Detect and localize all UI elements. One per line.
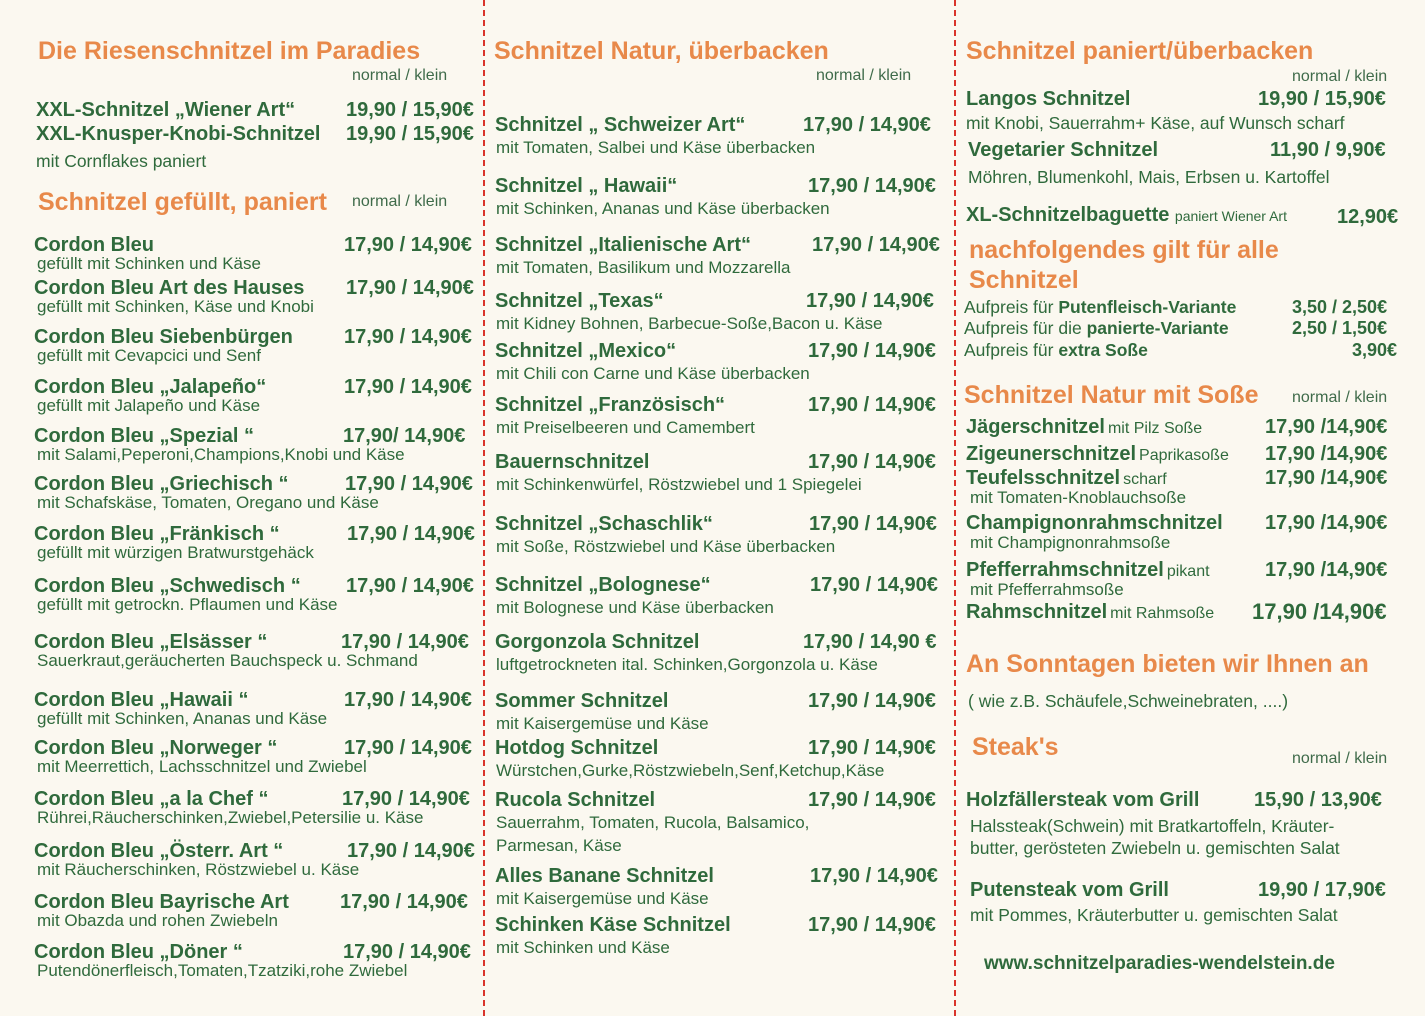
- surcharge-label: [964, 340, 1148, 361]
- size-label: normal / klein: [352, 193, 448, 210]
- menu-item-description: Rührei,Räucherschinken,Zwiebel,Petersilie u. Käse: [37, 808, 424, 827]
- surcharge-price: 3,50 / 2,50€: [1292, 297, 1388, 317]
- menu-item-description: Sauerkraut,geräucherten Bauchspeck u. Schmand: [37, 651, 418, 670]
- menu-item-price: 15,90 / 13,90€: [1254, 789, 1382, 811]
- menu-item-price: 12,90€: [1337, 206, 1399, 228]
- menu-item-price: 17,90 / 14,90€: [342, 788, 470, 810]
- menu-item-name: Langos Schnitzel: [966, 88, 1131, 110]
- menu-item-name: Holzfällersteak vom Grill: [966, 789, 1200, 811]
- menu-item-name: Cordon Bleu „Jalapeño“: [34, 376, 267, 398]
- surcharge-option: extra Soße: [1058, 340, 1148, 360]
- menu-item-price: 17,90 /14,90€: [1265, 443, 1388, 465]
- menu-item-name: Vegetarier Schnitzel: [968, 139, 1159, 161]
- menu-item-description: Putendönerfleisch,Tomaten,Tzatziki,rohe Zwiebel: [37, 961, 408, 980]
- menu-item-price: 17,90 / 14,90€: [806, 290, 934, 312]
- menu-item-price: 17,90 / 14,90€: [803, 114, 931, 136]
- menu-item-name: [966, 467, 1167, 490]
- menu-item-price: 17,90 / 14,90€: [808, 737, 936, 759]
- menu-item-price: 17,90 / 14,90€: [812, 234, 940, 256]
- section-heading: Schnitzel gefüllt, paniert: [38, 188, 327, 216]
- menu-item-price: 17,90 / 14,90€: [341, 631, 469, 653]
- menu-item-description: mit Obazda und rohen Zwiebeln: [37, 911, 278, 930]
- menu-item-description: mit Pfefferrahmsoße: [970, 580, 1124, 599]
- menu-item-name: Schnitzel „Schaschlik“: [495, 513, 713, 535]
- menu-item-description: mit Schinken, Ananas und Käse überbacken: [496, 199, 830, 218]
- menu-item-description: gefüllt mit Cevapcici und Senf: [37, 346, 261, 365]
- menu-item-description: mit Tomaten, Salbei und Käse überbacken: [496, 138, 816, 157]
- menu-item-price: 17,90 / 14,90€: [344, 689, 472, 711]
- item-note: mit Rahmsoße: [1110, 605, 1215, 622]
- menu-item-description: mit Pommes, Kräuterbutter u. gemischten Salat: [970, 905, 1338, 925]
- menu-item-price: 19,90 / 15,90€: [1258, 88, 1386, 110]
- menu-item-name: Cordon Bleu Bayrische Art: [34, 891, 289, 913]
- menu-item-name: Schnitzel „Bolognese“: [495, 574, 711, 596]
- surcharge-option: Putenfleisch-Variante: [1058, 297, 1237, 317]
- menu-item-price: 17,90/ 14,90€: [343, 425, 466, 447]
- menu-item-description: gefüllt mit Schinken, Käse und Knobi: [37, 297, 314, 316]
- menu-item-description: mit Soße, Röstzwiebel und Käse überbacken: [496, 537, 836, 556]
- menu-item-price: 19,90 / 17,90€: [1258, 879, 1386, 901]
- item-title: Jägerschnitzel: [966, 416, 1105, 438]
- column-separator: [954, 0, 956, 1016]
- size-label: normal / klein: [1292, 389, 1388, 406]
- menu-item-price: 17,90 / 14,90 €: [803, 631, 937, 653]
- menu-item-description: Sauerrahm, Tomaten, Rucola, Balsamico,: [496, 813, 810, 832]
- menu-item-name: Alles Banane Schnitzel: [495, 865, 714, 887]
- menu-item-name: Hotdog Schnitzel: [495, 737, 659, 759]
- menu-item-description: mit Schafskäse, Tomaten, Oregano und Käse: [37, 493, 379, 512]
- menu-item-description: mit Kaisergemüse und Käse: [496, 714, 709, 733]
- menu-item-description: mit Chili con Carne und Käse überbacken: [496, 364, 810, 383]
- menu-item-description: mit Knobi, Sauerrahm+ Käse, auf Wunsch scharf: [966, 113, 1345, 133]
- menu-item-description: mit Kidney Bohnen, Barbecue-Soße,Bacon u. Käse: [496, 314, 883, 333]
- website-link[interactable]: www.schnitzelparadies-wendelstein.de: [984, 953, 1335, 974]
- menu-item-description: mit Tomaten, Basilikum und Mozzarella: [496, 258, 791, 277]
- item-title: Rahmschnitzel: [966, 601, 1108, 623]
- section-heading: Schnitzel paniert/überbacken: [966, 37, 1314, 65]
- surcharge-prefix: Aufpreis für die: [964, 318, 1087, 338]
- menu-item-description: mit Räucherschinken, Röstzwiebel u. Käse: [37, 860, 360, 879]
- menu-item-name: Cordon Bleu „Spezial “: [34, 425, 255, 447]
- menu-item-description: mit Schinkenwürfel, Röstzwiebel und 1 Spiegelei: [496, 475, 862, 494]
- menu-item-name: Gorgonzola Schnitzel: [495, 631, 700, 653]
- menu-item-description: gefüllt mit Schinken, Ananas und Käse: [37, 709, 328, 728]
- menu-item-name: Cordon Bleu „a la Chef “: [34, 788, 269, 810]
- menu-item-price: 17,90 /14,90€: [1252, 599, 1387, 624]
- menu-item-name: Cordon Bleu „Döner “: [34, 941, 243, 963]
- size-label: normal / klein: [1292, 68, 1388, 85]
- menu-item-description: mit Cornflakes paniert: [36, 151, 207, 171]
- surcharge-label: [964, 318, 1229, 339]
- menu-item-description: Möhren, Blumenkohl, Mais, Erbsen u. Kartoffel: [968, 167, 1330, 187]
- menu-item-price: 17,90 / 14,90€: [810, 865, 938, 887]
- menu-item-price: 17,90 / 14,90€: [344, 234, 472, 256]
- menu-item-name: XXL-Knusper-Knobi-Schnitzel: [36, 123, 321, 145]
- item-title: Pfefferrahmschnitzel: [966, 559, 1164, 581]
- menu-item-price: 17,90 / 14,90€: [808, 690, 936, 712]
- menu-item-price: 17,90 / 14,90€: [808, 175, 936, 197]
- item-note: mit Pilz Soße: [1107, 420, 1203, 437]
- menu-item-description: mit Tomaten-Knoblauchsoße: [970, 488, 1187, 507]
- menu-item-name: Schinken Käse Schnitzel: [495, 914, 731, 936]
- menu-item-price: 17,90 / 14,90€: [347, 523, 475, 545]
- menu-item-name: [966, 512, 1223, 535]
- section-heading: Schnitzel Natur, überbacken: [494, 37, 829, 65]
- menu-item-name: Schnitzel „Mexico“: [495, 340, 677, 362]
- menu-item-name: Schnitzel „Französisch“: [495, 394, 726, 416]
- surcharge-price: 2,50 / 1,50€: [1292, 318, 1388, 338]
- menu-item-price: 17,90 / 14,90€: [809, 513, 937, 535]
- menu-item-name: XXL-Schnitzel „Wiener Art“: [36, 99, 296, 121]
- menu-item-price: 19,90 / 15,90€: [346, 123, 474, 145]
- menu-item-name: [966, 601, 1214, 624]
- menu-item-description: butter, gerösteten Zwiebeln u. gemischten Salat: [970, 838, 1340, 858]
- menu-item-price: 17,90 / 14,90€: [808, 394, 936, 416]
- menu-item-name: Bauernschnitzel: [495, 451, 650, 473]
- menu-item-description: mit Schinken und Käse: [496, 938, 670, 957]
- menu-item-description: mit Salami,Peperoni,Champions,Knobi und Käse: [37, 445, 405, 464]
- menu-item-name: Cordon Bleu „Griechisch “: [34, 473, 289, 495]
- section-heading: Schnitzel: [969, 266, 1079, 294]
- size-label: normal / klein: [816, 67, 912, 84]
- menu-item-name: Cordon Bleu „Norweger “: [34, 737, 278, 759]
- menu-item-name: Rucola Schnitzel: [495, 789, 656, 811]
- menu-item-name: Cordon Bleu „Österr. Art “: [34, 840, 284, 862]
- menu-item-description: gefüllt mit Jalapeño und Käse: [37, 396, 261, 415]
- menu-item-description: mit Meerrettich, Lachsschnitzel und Zwiebel: [37, 757, 367, 776]
- menu-item-price: 17,90 / 14,90€: [346, 277, 474, 299]
- menu-item-price: 17,90 / 14,90€: [810, 574, 938, 596]
- menu-item-name: Cordon Bleu „Schwedisch “: [34, 575, 301, 597]
- menu-item-price: 17,90 / 14,90€: [346, 575, 474, 597]
- menu-item-description: Parmesan, Käse: [496, 836, 622, 855]
- surcharge-label: [964, 297, 1236, 318]
- item-note: scharf: [1123, 471, 1167, 488]
- menu-item-price: 17,90 / 14,90€: [343, 941, 471, 963]
- surcharge-price: 3,90€: [1352, 340, 1398, 360]
- section-heading: Steak's: [972, 733, 1059, 761]
- menu-item-price: 17,90 /14,90€: [1265, 512, 1388, 534]
- menu-item-description: mit Kaisergemüse und Käse: [496, 889, 709, 908]
- item-title: Zigeunerschnitzel: [966, 443, 1137, 465]
- menu-item-description: luftgetrockneten ital. Schinken,Gorgonzola u. Käse: [496, 655, 878, 674]
- menu-item-price: 17,90 / 14,90€: [808, 340, 936, 362]
- menu-item-price: 17,90 / 14,90€: [808, 914, 936, 936]
- menu-item-price: 17,90 / 14,90€: [345, 473, 473, 495]
- menu-item-name: Sommer Schnitzel: [495, 690, 669, 712]
- menu-item-price: 17,90 / 14,90€: [344, 737, 472, 759]
- section-heading: An Sonntagen bieten wir Ihnen an: [966, 650, 1369, 678]
- section-heading: Schnitzel Natur mit Soße: [964, 381, 1259, 409]
- menu-item-name: Schnitzel „ Hawaii“: [495, 175, 678, 197]
- menu-item-name: Putensteak vom Grill: [970, 879, 1169, 901]
- menu-item-price: 19,90 / 15,90€: [346, 99, 474, 121]
- menu-item-price: 17,90 / 14,90€: [344, 326, 472, 348]
- menu-item-description: Würstchen,Gurke,Röstzwiebeln,Senf,Ketchup,Käse: [496, 761, 885, 780]
- menu-item-price: 17,90 / 14,90€: [344, 376, 472, 398]
- surcharge-prefix: Aufpreis für: [964, 297, 1059, 317]
- menu-item-name: Schnitzel „Italienische Art“: [495, 234, 751, 256]
- item-note: Paprikasoße: [1139, 447, 1229, 464]
- menu-item-name: Cordon Bleu Siebenbürgen: [34, 326, 293, 348]
- menu-item-name: [966, 416, 1202, 439]
- menu-item-description: gefüllt mit würzigen Bratwurstgehäck: [37, 543, 314, 562]
- menu-note: ( wie z.B. Schäufele,Schweinebraten, ....): [968, 691, 1289, 711]
- menu-item-price: 17,90 / 14,90€: [340, 891, 468, 913]
- item-note: pikant: [1166, 563, 1210, 580]
- menu-item-description: gefüllt mit getrockn. Pflaumen und Käse: [37, 595, 338, 614]
- menu-item-name: [966, 559, 1210, 582]
- menu-item-description: mit Champignonrahmsoße: [970, 533, 1171, 552]
- menu-item-name: Schnitzel „ Schweizer Art“: [495, 114, 746, 136]
- size-label: normal / klein: [1292, 750, 1388, 767]
- section-heading: nachfolgendes gilt für alle: [969, 236, 1279, 264]
- menu-item-name: XL-Schnitzelbaguette paniert Wiener Art: [966, 204, 1287, 226]
- menu-item-name: Cordon Bleu „Hawaii “: [34, 689, 249, 711]
- menu-item-price: 17,90 / 14,90€: [347, 840, 475, 862]
- surcharge-prefix: Aufpreis für: [964, 340, 1059, 360]
- menu-item-name: Cordon Bleu Art des Hauses: [34, 277, 305, 299]
- menu-item-description: Halssteak(Schwein) mit Bratkartoffeln, Kräuter-: [970, 816, 1335, 836]
- menu-item-description: mit Bolognese und Käse überbacken: [496, 598, 774, 617]
- section-heading: Die Riesenschnitzel im Paradies: [38, 37, 421, 65]
- column-separator: [483, 0, 485, 1016]
- item-title: Teufelsschnitzel: [966, 467, 1121, 489]
- menu-item-name: Schnitzel „Texas“: [495, 290, 664, 312]
- menu-item-name: Cordon Bleu: [34, 234, 154, 256]
- menu-item-description: gefüllt mit Schinken und Käse: [37, 254, 261, 273]
- menu-item-price: 11,90 / 9,90€: [1270, 139, 1386, 161]
- surcharge-option: panierte-Variante: [1086, 318, 1229, 338]
- menu-item-name: Cordon Bleu „Fränkisch “: [34, 523, 280, 545]
- menu-item-name: Cordon Bleu „Elsässer “: [34, 631, 268, 653]
- item-title: Champignonrahmschnitzel: [966, 512, 1223, 534]
- menu-item-price: 17,90 / 14,90€: [808, 451, 936, 473]
- menu-item-description: mit Preiselbeeren und Camembert: [496, 418, 755, 437]
- menu-item-price: 17,90 /14,90€: [1265, 559, 1388, 581]
- menu-item-price: 17,90 /14,90€: [1265, 416, 1388, 438]
- menu-item-name: [966, 443, 1229, 466]
- menu-item-price: 17,90 /14,90€: [1265, 467, 1388, 489]
- size-label: normal / klein: [352, 67, 448, 84]
- menu-item-price: 17,90 / 14,90€: [808, 789, 936, 811]
